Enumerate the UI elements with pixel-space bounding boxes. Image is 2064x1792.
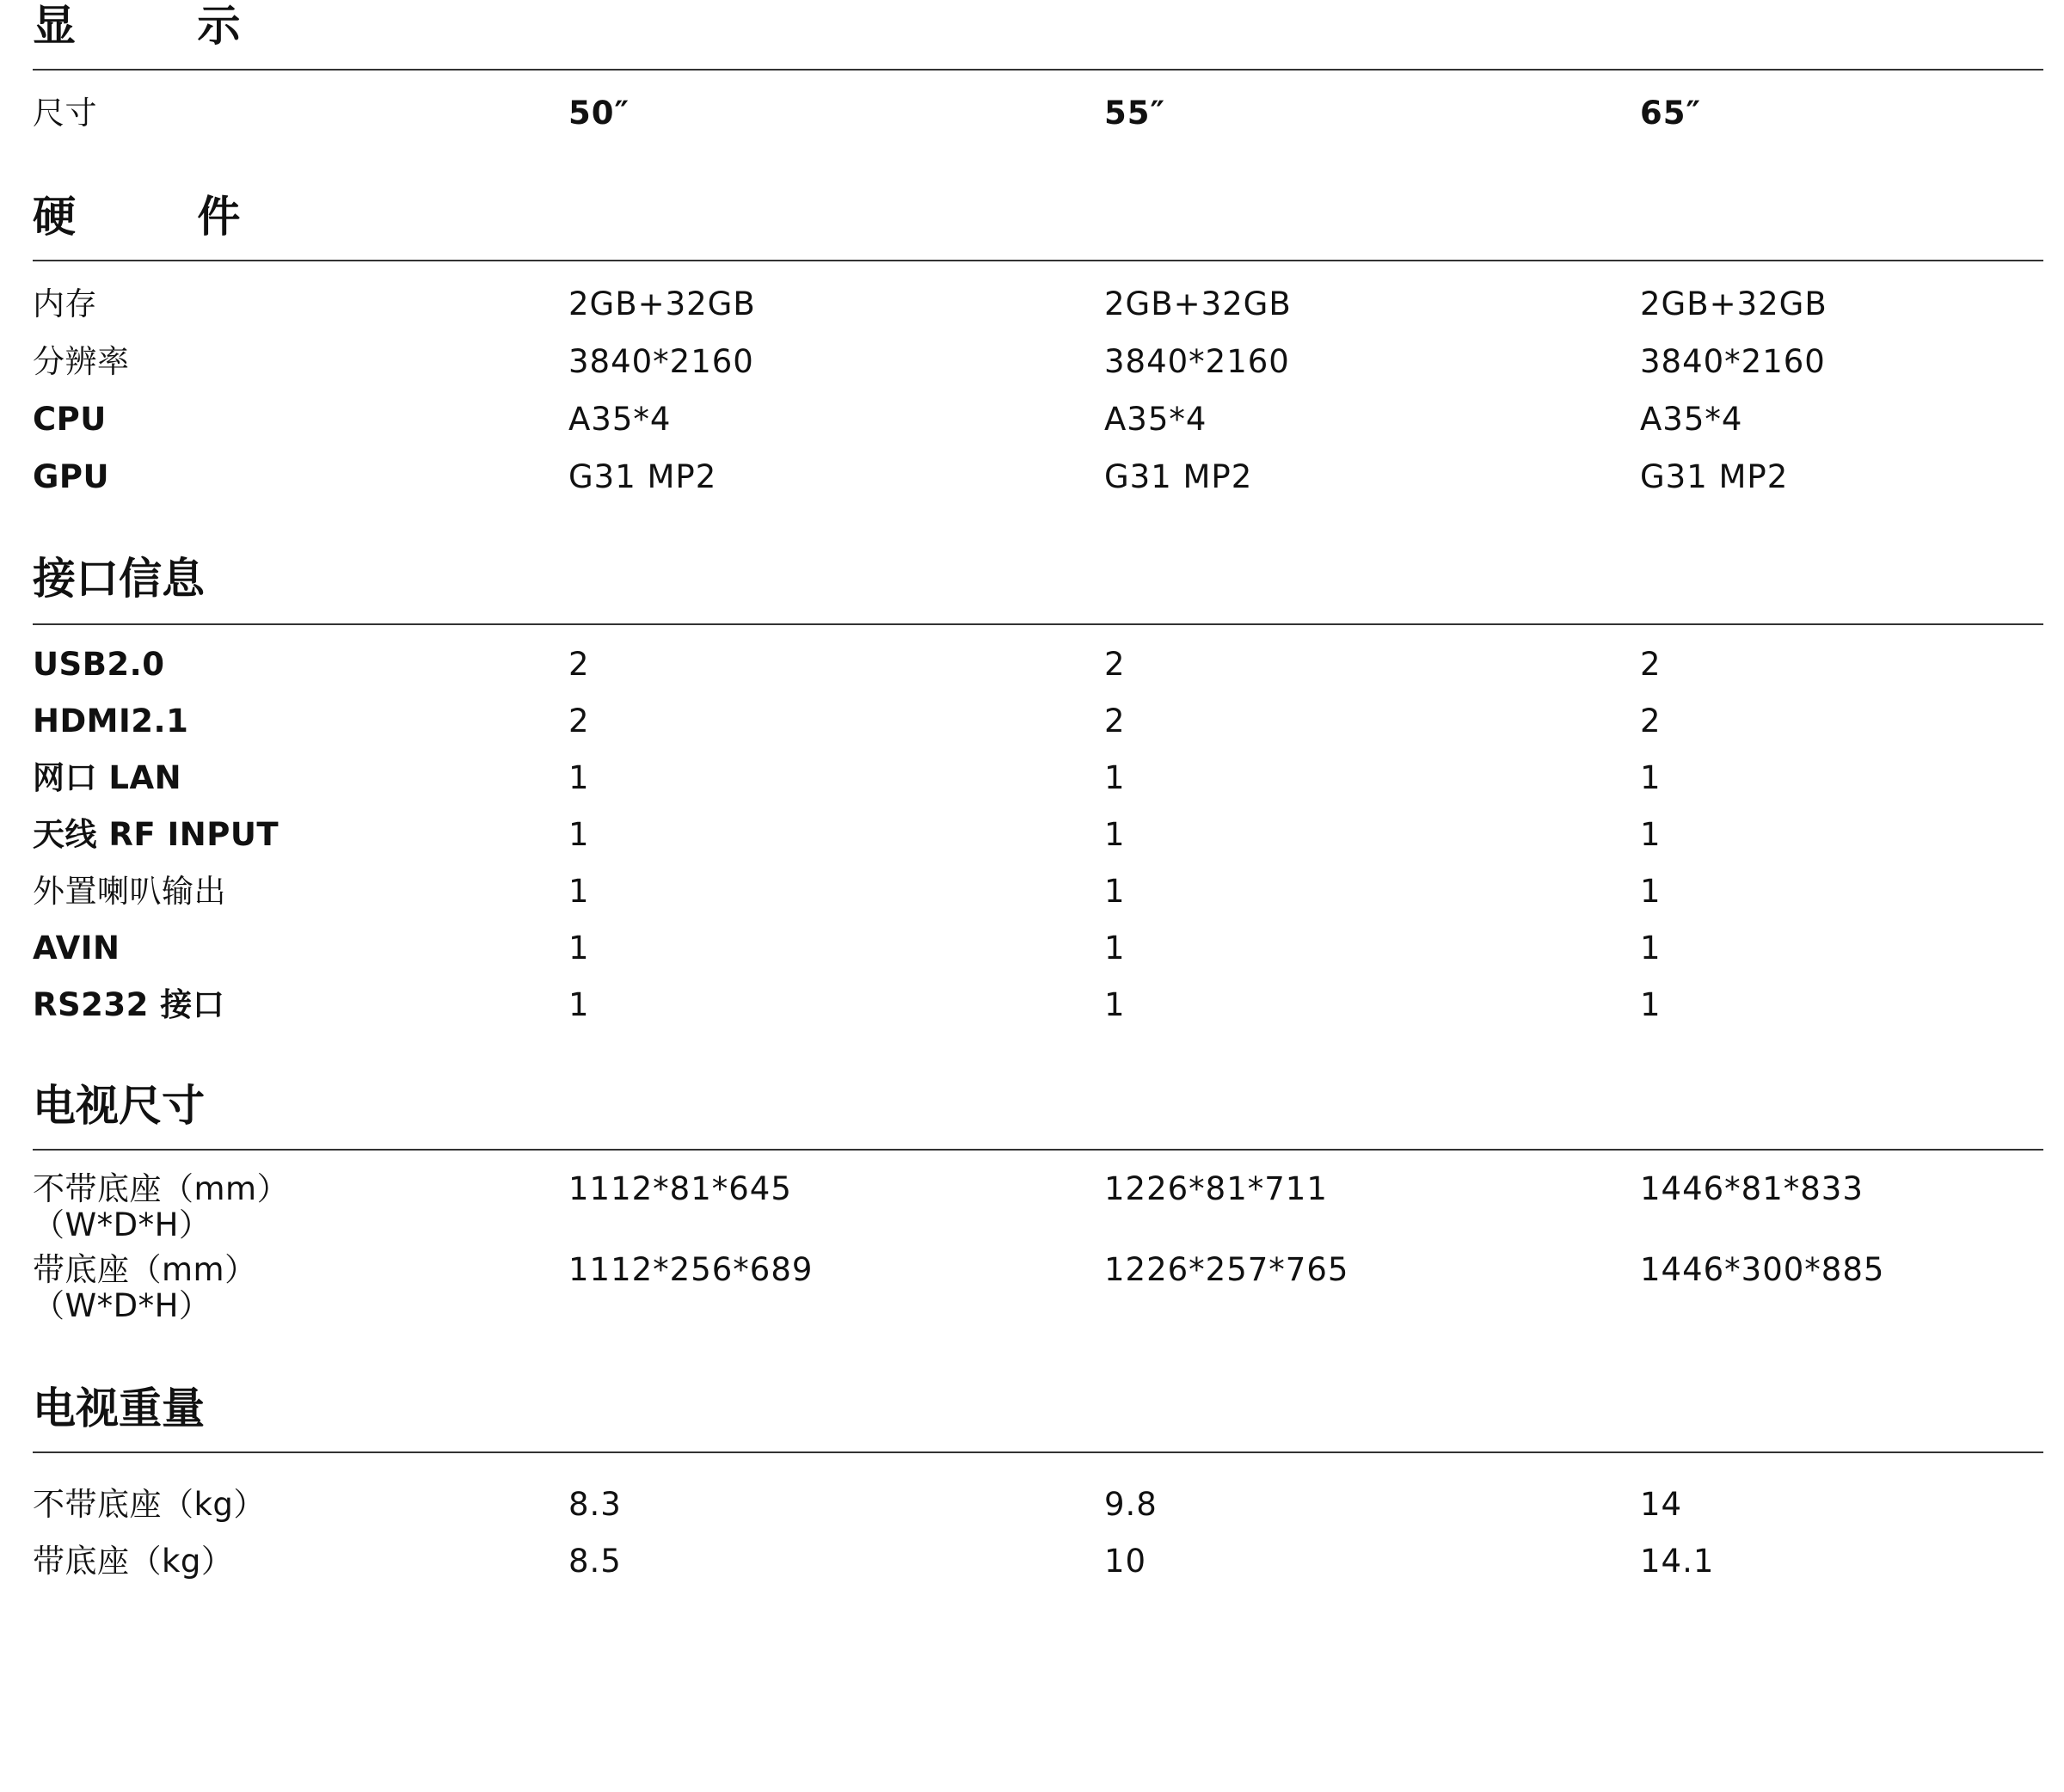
value-50-inch: 8.5 xyxy=(568,1543,622,1580)
row-label: HDMI2.1 xyxy=(33,703,189,740)
row-label: 尺寸 xyxy=(33,95,97,132)
value-50-inch: 50″ xyxy=(568,95,630,132)
value-50-inch: 1 xyxy=(568,986,590,1023)
section-title-hardware: 硬 件 xyxy=(33,192,294,242)
row-label: 不带底座（mm） （W*D*H） xyxy=(33,1170,290,1243)
row-label: AVIN xyxy=(33,930,120,967)
row-label: 不带底座（kg） xyxy=(33,1486,266,1523)
value-50-inch: 1 xyxy=(568,930,590,967)
value-55-inch: G31 MP2 xyxy=(1104,458,1253,495)
value-65-inch: 1446*300*885 xyxy=(1640,1251,1885,1288)
value-65-inch: 1 xyxy=(1640,986,1662,1023)
value-50-inch: 3840*2160 xyxy=(568,343,754,380)
spec-rows xyxy=(33,285,2043,516)
spec-row-resolution xyxy=(33,343,2043,401)
value-65-inch: 2GB+32GB xyxy=(1640,285,1828,322)
section-title-tv-dimensions: 电视尺寸 xyxy=(33,1081,205,1131)
row-label: GPU xyxy=(33,458,110,495)
value-50-inch: A35*4 xyxy=(568,401,672,438)
spec-row-weight-with-stand xyxy=(33,1543,2043,1599)
spec-row-avin xyxy=(33,930,2043,986)
spec-row-usb xyxy=(33,646,2043,703)
value-55-inch: 1 xyxy=(1104,873,1126,910)
value-55-inch: 1226*81*711 xyxy=(1104,1170,1328,1207)
spec-row-lan xyxy=(33,759,2043,816)
value-65-inch: 1 xyxy=(1640,873,1662,910)
spec-rows xyxy=(33,1486,2043,1599)
row-label: USB2.0 xyxy=(33,646,165,683)
value-55-inch: 1226*257*765 xyxy=(1104,1251,1349,1288)
value-65-inch: 1 xyxy=(1640,930,1662,967)
section-display xyxy=(33,0,2043,132)
spec-rows xyxy=(33,1171,2043,1333)
value-55-inch: 2 xyxy=(1104,646,1126,683)
value-50-inch: 1112*256*689 xyxy=(568,1251,814,1288)
row-label: CPU xyxy=(33,401,107,438)
value-55-inch: 1 xyxy=(1104,816,1126,853)
row-label: 带底座（mm） （W*D*H） xyxy=(33,1251,257,1324)
value-50-inch: 2GB+32GB xyxy=(568,285,756,322)
value-55-inch: 2GB+32GB xyxy=(1104,285,1292,322)
value-50-inch: 8.3 xyxy=(568,1486,622,1523)
section-divider xyxy=(33,1451,2043,1453)
section-interfaces xyxy=(33,553,2043,1023)
spec-row-dims-with-stand xyxy=(33,1252,2043,1333)
value-50-inch: 1 xyxy=(568,759,590,796)
row-label: 带底座（kg） xyxy=(33,1543,234,1580)
spec-rows xyxy=(33,646,2043,1043)
value-50-inch: 1 xyxy=(568,873,590,910)
value-50-inch: 1 xyxy=(568,816,590,853)
spec-row-rs232 xyxy=(33,986,2043,1043)
section-hardware xyxy=(33,191,2043,495)
spec-row-memory xyxy=(33,285,2043,343)
value-65-inch: 1 xyxy=(1640,759,1662,796)
value-65-inch: A35*4 xyxy=(1640,401,1743,438)
section-tv-dimensions xyxy=(33,1080,2043,1324)
spec-row-cpu xyxy=(33,401,2043,458)
spec-row-hdmi xyxy=(33,703,2043,759)
value-50-inch: 1112*81*645 xyxy=(568,1170,792,1207)
row-label: 内存 xyxy=(33,285,97,322)
value-50-inch: G31 MP2 xyxy=(568,458,717,495)
value-55-inch: 9.8 xyxy=(1104,1486,1158,1523)
value-55-inch: 1 xyxy=(1104,930,1126,967)
section-divider xyxy=(33,1149,2043,1151)
row-label: 分辨率 xyxy=(33,343,130,380)
value-50-inch: 2 xyxy=(568,646,590,683)
value-65-inch: 3840*2160 xyxy=(1640,343,1826,380)
spec-row-rf-input xyxy=(33,816,2043,873)
value-65-inch: 14.1 xyxy=(1640,1543,1715,1580)
spec-row-gpu xyxy=(33,458,2043,516)
section-tv-weight xyxy=(33,1383,2043,1580)
value-65-inch: 65″ xyxy=(1640,95,1702,132)
section-divider xyxy=(33,260,2043,261)
row-label: 网口 LAN xyxy=(33,759,182,796)
value-50-inch: 2 xyxy=(568,703,590,740)
row-label: 天线 RF INPUT xyxy=(33,816,280,853)
value-55-inch: 3840*2160 xyxy=(1104,343,1290,380)
value-55-inch: 2 xyxy=(1104,703,1126,740)
value-55-inch: 1 xyxy=(1104,986,1126,1023)
value-65-inch: 1446*81*833 xyxy=(1640,1170,1864,1207)
section-title-display: 显 示 xyxy=(33,1,294,51)
value-65-inch: 2 xyxy=(1640,646,1662,683)
section-divider xyxy=(33,623,2043,625)
spec-row-speaker-out xyxy=(33,873,2043,930)
spec-row-weight-without-stand xyxy=(33,1486,2043,1543)
value-65-inch: 2 xyxy=(1640,703,1662,740)
value-55-inch: 1 xyxy=(1104,759,1126,796)
value-65-inch: 1 xyxy=(1640,816,1662,853)
value-55-inch: 10 xyxy=(1104,1543,1147,1580)
section-title-tv-weight: 电视重量 xyxy=(33,1384,205,1433)
row-label: 外置喇叭输出 xyxy=(33,873,226,910)
spec-rows xyxy=(33,95,2043,132)
value-55-inch: 55″ xyxy=(1104,95,1166,132)
section-divider xyxy=(33,69,2043,71)
value-55-inch: A35*4 xyxy=(1104,401,1207,438)
row-label: RS232 接口 xyxy=(33,986,225,1023)
section-title-interfaces: 接口信息 xyxy=(33,554,205,604)
spec-row-dims-without-stand xyxy=(33,1171,2043,1252)
spec-row-size xyxy=(33,95,2043,132)
value-65-inch: G31 MP2 xyxy=(1640,458,1789,495)
value-65-inch: 14 xyxy=(1640,1486,1683,1523)
